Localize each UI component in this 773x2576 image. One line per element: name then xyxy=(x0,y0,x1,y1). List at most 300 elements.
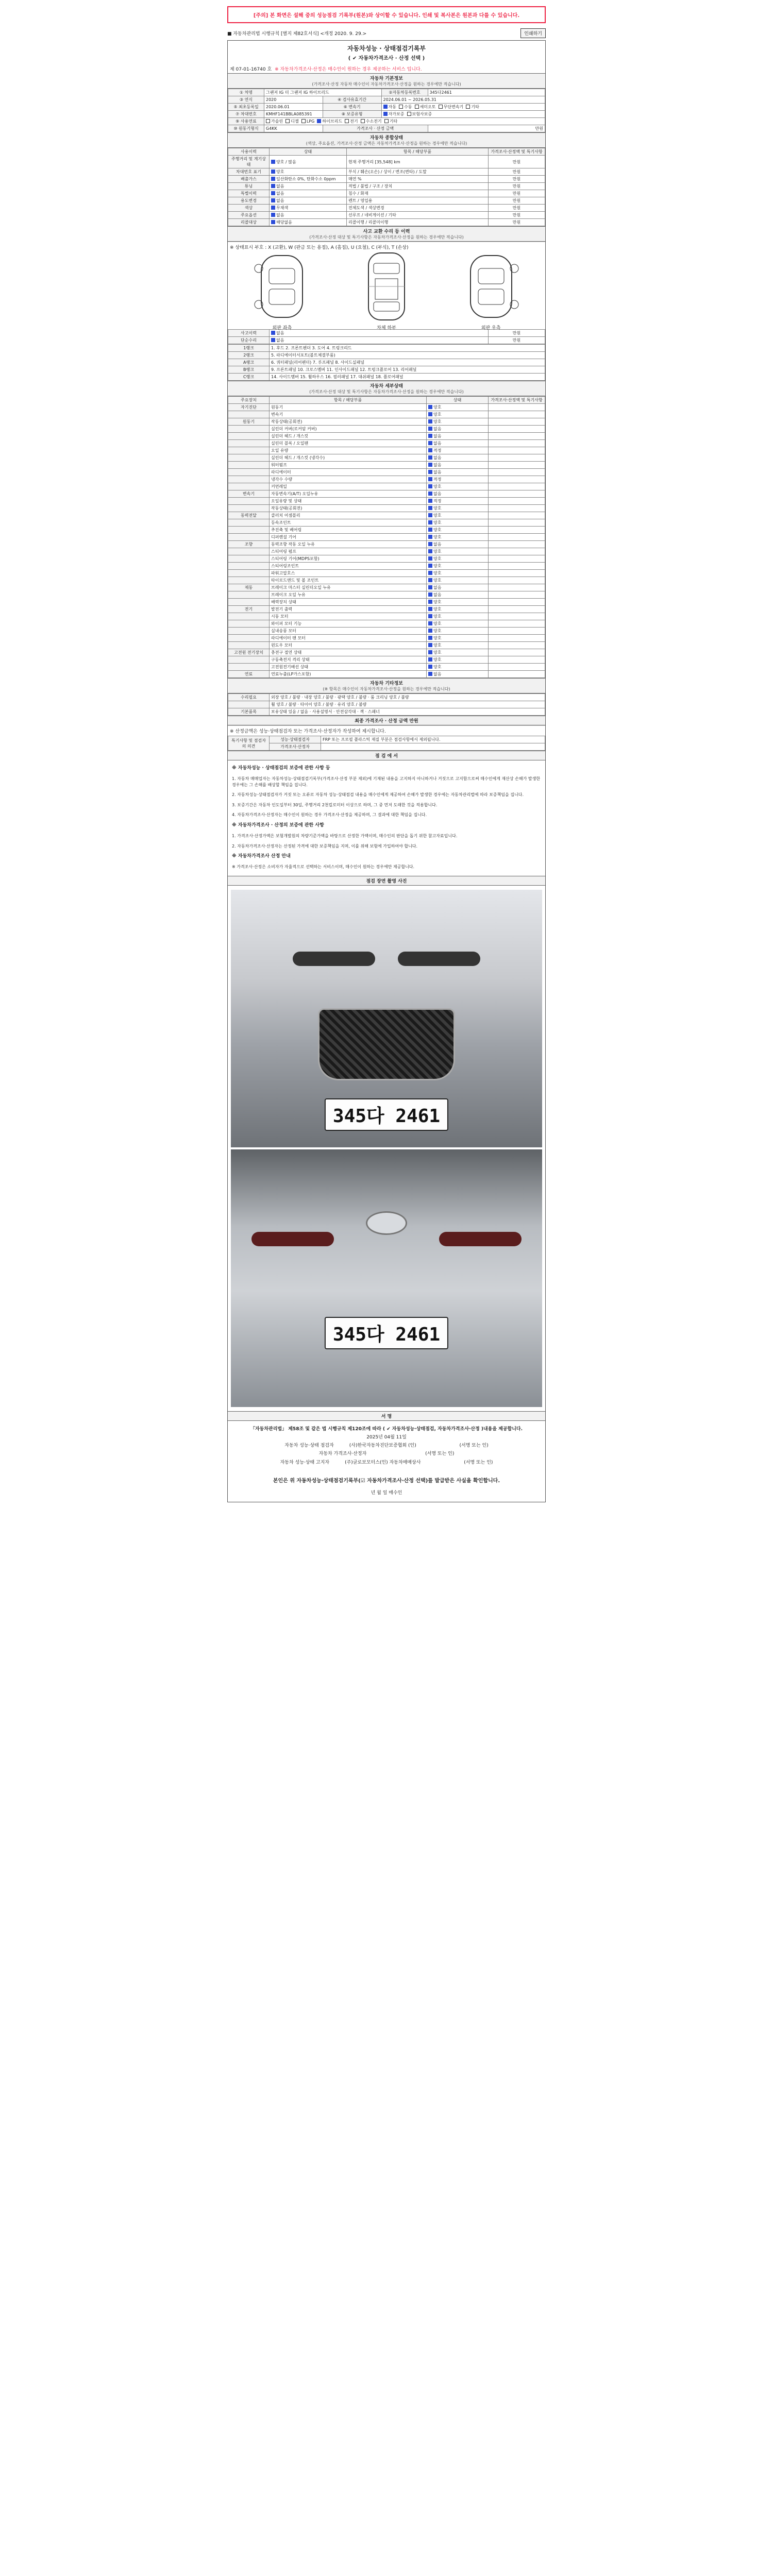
detail-state xyxy=(427,563,489,570)
table-row xyxy=(228,337,545,344)
detail-item: 등속조인트 xyxy=(270,519,427,527)
checkbox-icon[interactable] xyxy=(428,564,432,568)
document-page xyxy=(227,6,546,1502)
checkbox-icon[interactable] xyxy=(428,549,432,553)
checkbox-icon[interactable] xyxy=(428,405,432,409)
checkbox-icon[interactable] xyxy=(407,112,411,116)
checkbox-icon[interactable] xyxy=(271,184,275,188)
detail-state xyxy=(427,490,489,498)
detail-state xyxy=(427,649,489,656)
sign-role: 자동차 가격조사·산정자 xyxy=(318,1451,367,1457)
diagram-label: 외판 좌측 xyxy=(272,326,292,331)
year-label: ③ 연식 xyxy=(228,96,264,104)
sign-field[interactable]: (서명 또는 인) xyxy=(464,1460,493,1465)
accident-legend: ※ 상태표시 부호 : X (교환), W (판금 또는 용접), A (흠집), U (요철), C (부식), T (손상) xyxy=(228,242,545,252)
table-row xyxy=(228,628,545,635)
detail-state xyxy=(427,599,489,606)
detail-item: 스티어링 기어(MDPS포함) xyxy=(270,555,427,563)
checkbox-icon[interactable] xyxy=(428,665,432,669)
sign-row xyxy=(230,1450,543,1458)
guide-paragraph: 2. 자동차성능·상태점검자가 거짓 또는 오류로 자동차 성능·상태점검 내용을 매수인에게 제공하여 손해가 발생한 경우에는 자동차관리법에 따라 보증책임을 집니다. xyxy=(232,792,524,798)
checkbox-icon[interactable] xyxy=(428,463,432,467)
detail-note xyxy=(489,541,545,548)
column-header: 가격조사·산정액 및 특기사항 xyxy=(489,148,545,156)
checkbox-icon[interactable] xyxy=(428,571,432,575)
taillamp-right xyxy=(439,1232,522,1246)
row-detail: 침수 / 화재 xyxy=(347,190,489,197)
detail-state xyxy=(427,541,489,548)
license-plate: 345다 2461 xyxy=(325,1098,448,1131)
table-row xyxy=(228,490,545,498)
checkbox-icon[interactable] xyxy=(271,331,275,335)
fuel-option: 전기 xyxy=(350,119,358,124)
checkbox-icon[interactable] xyxy=(345,119,349,123)
detail-group xyxy=(228,534,270,541)
table-row xyxy=(228,404,545,411)
frame-items: 5. 라디에이터서포트(볼트체결부품) xyxy=(270,352,545,359)
row-note: 만원 xyxy=(489,183,545,190)
detail-note xyxy=(489,570,545,577)
checkbox-icon[interactable] xyxy=(428,636,432,640)
detail-state xyxy=(427,476,489,483)
detail-item: 라디에이터 xyxy=(270,469,427,476)
checkbox-icon[interactable] xyxy=(271,160,275,164)
row-detail: 전체도색 / 색상변경 xyxy=(347,205,489,212)
checkbox-icon[interactable] xyxy=(266,119,270,123)
print-button[interactable]: 인쇄하기 xyxy=(520,28,546,38)
checkbox-icon[interactable] xyxy=(428,470,432,474)
detail-note xyxy=(489,433,545,440)
checkbox-icon[interactable] xyxy=(428,455,432,460)
detail-group: 고전원 전기장치 xyxy=(228,649,270,656)
detail-state-text: 양호 xyxy=(433,520,442,525)
detail-state xyxy=(427,519,489,527)
table-row xyxy=(228,512,545,519)
detail-note xyxy=(489,628,545,635)
transmission-option: 기타 xyxy=(471,105,479,109)
transmission-option: 수동 xyxy=(404,105,412,109)
detail-group xyxy=(228,519,270,527)
row-value xyxy=(270,156,347,168)
sign-role: 자동차 성능·상태 고지자 xyxy=(280,1460,330,1465)
checkbox-icon[interactable] xyxy=(428,629,432,633)
frame-rank: B랭크 xyxy=(228,366,270,374)
detail-state-text: 양호 xyxy=(433,412,442,417)
table-row xyxy=(228,426,545,433)
detail-item: 배력장치 상태 xyxy=(270,599,427,606)
price-unit: 만원 xyxy=(409,719,418,724)
guide-paragraph: 4. 자동차가격조사·산정자는 매수인이 원하는 경우 가격조사·산정을 제공하며, 그 결과에 대한 책임을 집니다. xyxy=(232,812,427,818)
detail-item: 시동 모터 xyxy=(270,613,427,620)
row-value xyxy=(270,212,347,219)
detail-note xyxy=(489,671,545,678)
table-row xyxy=(228,563,545,570)
checkbox-icon[interactable] xyxy=(428,441,432,445)
table-row xyxy=(228,352,545,359)
row-note: 만원 xyxy=(489,219,545,226)
detail-note xyxy=(489,490,545,498)
checkbox-icon[interactable] xyxy=(428,535,432,539)
special-row-text xyxy=(321,743,545,751)
detail-note xyxy=(489,642,545,649)
detail-note xyxy=(489,664,545,671)
detail-item: 실린더 헤드 / 개스킷 xyxy=(270,433,427,440)
sign-role: 자동차 성능·상태 점검자 xyxy=(284,1443,334,1449)
warning-notice: [주의] 본 화면은 설해 중의 성능점검 기록부(원본)와 상이할 수 있습니다. 인쇄 및 복사본은 원본과 다를 수 있습니다. xyxy=(227,6,546,23)
checkbox-icon[interactable] xyxy=(383,112,388,116)
special-row-label: 성능·상태점검자 xyxy=(270,736,321,743)
table-row xyxy=(228,219,545,226)
table-row xyxy=(228,469,545,476)
checkbox-icon[interactable] xyxy=(428,477,432,481)
car-side-left-icon xyxy=(251,250,313,323)
detail-state xyxy=(427,613,489,620)
transmission-option: 세미오토 xyxy=(419,105,436,109)
row-value xyxy=(270,219,347,226)
checkbox-icon[interactable] xyxy=(428,556,432,561)
table-row xyxy=(228,433,545,440)
detail-state-text: 양호 xyxy=(433,621,442,626)
checkbox-icon[interactable] xyxy=(428,621,432,625)
etc-group xyxy=(228,701,270,708)
detail-group xyxy=(228,483,270,490)
detail-state-text: 양호 xyxy=(433,650,442,655)
checkbox-icon[interactable] xyxy=(271,206,275,210)
table-row xyxy=(228,411,545,418)
warranty-option: 보험사보증 xyxy=(412,112,432,116)
detail-item: 스티어링조인트 xyxy=(270,563,427,570)
detail-note xyxy=(489,418,545,426)
checkbox-icon[interactable] xyxy=(428,412,432,416)
detail-item: 변속기 xyxy=(270,411,427,418)
row-label: 튜닝 xyxy=(228,183,270,190)
detail-item: 동력조향 작동 오일 누유 xyxy=(270,541,427,548)
checkbox-icon[interactable] xyxy=(428,513,432,517)
car-top-icon xyxy=(356,250,417,323)
table-row xyxy=(228,584,545,591)
detail-state-text: 없음 xyxy=(433,542,442,547)
detail-section-header xyxy=(228,381,545,396)
checkbox-icon[interactable] xyxy=(428,657,432,662)
vin-label: ⑦ 차대번호 xyxy=(228,111,264,118)
detail-state xyxy=(427,570,489,577)
row-value xyxy=(270,205,347,212)
fuel-option: 기타 xyxy=(389,119,398,124)
vin: KMHF141BBLA085391 xyxy=(264,111,323,118)
checkbox-icon[interactable] xyxy=(428,600,432,604)
table-row xyxy=(228,527,545,534)
etc-section-header xyxy=(228,678,545,693)
guide-paragraph: 1. 자동차 매매업자는 자동차성능·상태점검기록부(가격조사·산정 부분 제외)에 기재된 내용을 고지하지 아니하거나 거짓으로 고지함으로써 매수인에게 재산상 손해가 발생한 경우에는 그 손해를 배상할 책임을 집니다. xyxy=(232,776,541,787)
sign-field[interactable]: (서명 또는 인) xyxy=(459,1443,489,1449)
table-row xyxy=(228,483,545,490)
checkbox-icon[interactable] xyxy=(428,592,432,597)
section-title: 자동차 종합상태 xyxy=(370,135,403,141)
etc-items: 휠 양호 / 불량 · 타이어 양호 / 불량 · 유리 양호 / 불량 xyxy=(270,701,545,708)
photo-gallery xyxy=(228,886,545,1411)
row-value-text: 없음 xyxy=(276,191,284,196)
accident-section-header xyxy=(228,226,545,242)
checkbox-icon[interactable] xyxy=(428,484,432,488)
detail-state-text: 양호 xyxy=(433,549,442,554)
checkbox-icon[interactable] xyxy=(428,607,432,611)
detail-item: 원동기 xyxy=(270,404,427,411)
checkbox-icon[interactable] xyxy=(383,105,388,109)
detail-group: 연료 xyxy=(228,671,270,678)
table-row xyxy=(228,701,545,708)
detail-group xyxy=(228,620,270,628)
checkbox-icon[interactable] xyxy=(428,492,432,496)
row-value-text: 없음 xyxy=(276,213,284,217)
fuel-option: 가솔린 xyxy=(271,119,283,124)
year: 2020 xyxy=(264,96,323,104)
detail-state-text: 적정 xyxy=(433,499,442,503)
special-label: 특기사항 및 점검자의 의견 xyxy=(228,736,270,751)
sign-row xyxy=(230,1459,543,1467)
detail-state-text: 양호 xyxy=(433,484,442,489)
sign-field[interactable]: (서명 또는 인) xyxy=(425,1451,455,1457)
detail-group xyxy=(228,447,270,454)
row-note: 만원 xyxy=(489,330,545,337)
frame-rank: A랭크 xyxy=(228,359,270,366)
detail-state xyxy=(427,426,489,433)
fuel-option: 수소전기 xyxy=(365,119,382,124)
detail-state xyxy=(427,555,489,563)
detail-note xyxy=(489,447,545,454)
row-label: 리콜대상 xyxy=(228,219,270,226)
etc-group: 수리필요 xyxy=(228,694,270,701)
row-value-text: 양호 xyxy=(276,170,284,174)
detail-group xyxy=(228,476,270,483)
accident-table xyxy=(228,329,545,344)
detail-item: 발전기 출력 xyxy=(270,606,427,613)
checkbox-icon[interactable] xyxy=(384,119,389,123)
row-note: 만원 xyxy=(489,156,545,168)
row-note: 만원 xyxy=(489,197,545,205)
table-row xyxy=(228,606,545,613)
table-row xyxy=(228,462,545,469)
checkbox-icon[interactable] xyxy=(428,419,432,423)
grille xyxy=(318,1008,455,1080)
detail-state-text: 없음 xyxy=(433,455,442,460)
detail-group xyxy=(228,411,270,418)
checkbox-icon[interactable] xyxy=(271,177,275,181)
detail-group xyxy=(228,642,270,649)
detail-item: 오일 유량 xyxy=(270,447,427,454)
fuel-options xyxy=(264,118,545,125)
table-row xyxy=(228,183,545,190)
row-label: 주요옵션 xyxy=(228,212,270,219)
row-label: 특별이력 xyxy=(228,190,270,197)
row-label: 사고이력 xyxy=(228,330,270,337)
etc-group: 기본품목 xyxy=(228,708,270,716)
detail-note xyxy=(489,411,545,418)
detail-group xyxy=(228,498,270,505)
fuel-label: ⑨ 사용연료 xyxy=(228,118,264,125)
doc-meta xyxy=(227,28,546,38)
checkbox-icon[interactable] xyxy=(428,499,432,503)
checkbox-icon[interactable] xyxy=(428,506,432,510)
row-value xyxy=(270,337,489,344)
detail-state-text: 양호 xyxy=(433,607,442,612)
detail-state xyxy=(427,534,489,541)
special-row-text: FRP 또는 프로필 플라스틱 재질 부분은 점검사항에서 제외됩니다. xyxy=(321,736,545,743)
detail-group: 자기진단 xyxy=(228,404,270,411)
detail-note xyxy=(489,519,545,527)
detail-item: 라디에이터 팬 모터 xyxy=(270,635,427,642)
checkbox-icon[interactable] xyxy=(428,614,432,618)
detail-state xyxy=(427,440,489,447)
status-table xyxy=(228,148,545,226)
checkbox-icon[interactable] xyxy=(317,119,321,123)
detail-state xyxy=(427,591,489,599)
checkbox-icon[interactable] xyxy=(271,213,275,217)
checkbox-icon[interactable] xyxy=(271,198,275,202)
row-value-text: 무채색 xyxy=(276,206,289,210)
frame-items: 14. 사이드멤버 15. 휠하우스 16. 필러패널 17. 대쉬패널 18. 플로어패널 xyxy=(270,374,545,381)
transmission-option: 무단변속기 xyxy=(443,105,464,109)
frame-rank: C랭크 xyxy=(228,374,270,381)
detail-state xyxy=(427,606,489,613)
checkbox-icon[interactable] xyxy=(439,105,443,109)
row-value xyxy=(270,197,347,205)
sign-date: 2025년 04월 11일 xyxy=(366,1435,407,1440)
checkbox-icon[interactable] xyxy=(428,672,432,676)
checkbox-icon[interactable] xyxy=(428,520,432,524)
diagram-center xyxy=(356,250,417,331)
checkbox-icon[interactable] xyxy=(415,105,419,109)
detail-group xyxy=(228,454,270,462)
detail-group xyxy=(228,469,270,476)
section-note: (색상, 주요옵션, 가격조사·산정 금액은 자동차가격조사·산정을 원하는 경우에만 적습니다) xyxy=(306,141,467,146)
row-detail: 매연 % xyxy=(347,176,489,183)
checkbox-icon[interactable] xyxy=(399,105,403,109)
row-note: 만원 xyxy=(489,205,545,212)
taillamp-left xyxy=(251,1232,334,1246)
detail-state-text: 양호 xyxy=(433,513,442,518)
checkbox-icon[interactable] xyxy=(428,650,432,654)
checkbox-icon[interactable] xyxy=(271,170,275,174)
table-row xyxy=(228,366,545,374)
checkbox-icon[interactable] xyxy=(271,220,275,224)
checkbox-icon[interactable] xyxy=(428,585,432,589)
row-note: 만원 xyxy=(489,176,545,183)
detail-state-text: 양호 xyxy=(433,657,442,662)
row-note: 만원 xyxy=(489,212,545,219)
sign-text: 「자동차관리법」 제58조 및 같은 법 시행규칙 제120조에 따라 ( ✔ 자동차성능·상태점검, 자동차가격조사·산정 )내용을 제공합니다. xyxy=(250,1426,523,1432)
detail-group xyxy=(228,433,270,440)
etc-table xyxy=(228,693,545,716)
checkbox-icon[interactable] xyxy=(428,434,432,438)
section-note: (가격조사·산정 대상 및 특기사항은 자동차가격조사·산정을 원하는 경우에만 적습니다) xyxy=(309,389,464,394)
checkbox-icon[interactable] xyxy=(428,578,432,582)
special-row-label: 가격조사·산정자 xyxy=(270,743,321,751)
footer-note: 점 검 에 서 xyxy=(228,751,545,760)
frame-rank: 2랭크 xyxy=(228,352,270,359)
detail-group: 원동기 xyxy=(228,418,270,426)
closing-date: 년 월 일 매수인 xyxy=(371,1490,402,1496)
detail-state xyxy=(427,584,489,591)
checkbox-icon[interactable] xyxy=(428,542,432,546)
detail-note xyxy=(489,555,545,563)
doc-subtitle: ( ✔ 자동차가격조사 · 산정 선택 ) xyxy=(348,56,425,61)
guide-paragraph: 1. 가격조사·산정가액은 보험개발원의 차량기준가액을 바탕으로 산정한 가액이며, 매수인의 판단을 돕기 위한 참고자료입니다. xyxy=(232,834,458,839)
checkbox-icon[interactable] xyxy=(271,191,275,195)
signature-block xyxy=(228,1421,545,1471)
basic-info-table xyxy=(228,89,545,132)
detail-item: 고전원전기배선 상태 xyxy=(270,664,427,671)
detail-note xyxy=(489,454,545,462)
warranty-options xyxy=(381,111,545,118)
detail-note xyxy=(489,563,545,570)
detail-item: 클러치 어셈블리 xyxy=(270,512,427,519)
detail-item: 연료누출(LP가스포함) xyxy=(270,671,427,678)
detail-group xyxy=(228,462,270,469)
detail-state-text: 없음 xyxy=(433,441,442,446)
first-reg: 2020.06.01 xyxy=(264,104,323,111)
checkbox-icon[interactable] xyxy=(361,119,365,123)
table-row xyxy=(228,664,545,671)
table-row xyxy=(228,168,545,176)
detail-item: 작동상태(공회전) xyxy=(270,418,427,426)
detail-state-text: 양호 xyxy=(433,556,442,561)
checkbox-icon[interactable] xyxy=(301,119,306,123)
detail-note xyxy=(489,613,545,620)
row-note: 만원 xyxy=(489,168,545,176)
checkbox-icon[interactable] xyxy=(428,427,432,431)
checkbox-icon[interactable] xyxy=(271,338,275,342)
detail-group xyxy=(228,664,270,671)
sign-name: (주)글로보모터스(인) 자동차매매상사 xyxy=(345,1460,421,1465)
detail-group xyxy=(228,505,270,512)
detail-note xyxy=(489,584,545,591)
table-row xyxy=(228,555,545,563)
section-title: 최종 가격조사 · 산정 금액 xyxy=(355,719,408,724)
guide-paragraph: ※ 가격조사·산정은 소비자가 자율적으로 선택하는 서비스이며, 매수인이 원하는 경우에만 제공합니다. xyxy=(232,865,415,870)
detail-state xyxy=(427,411,489,418)
section-note: (가격조사·산정 자동차 매수인이 자동차가격조사·산정을 원하는 경우에만 적습니다) xyxy=(312,82,461,87)
detail-state xyxy=(427,577,489,584)
checkbox-icon[interactable] xyxy=(428,643,432,647)
checkbox-icon[interactable] xyxy=(285,119,290,123)
detail-note xyxy=(489,527,545,534)
frame-items: 1. 후드 2. 프론트펜더 3. 도어 4. 트렁크리드 xyxy=(270,345,545,352)
detail-state-text: 없음 xyxy=(433,427,442,431)
checkbox-icon[interactable] xyxy=(466,105,470,109)
table-row xyxy=(228,541,545,548)
price-label: 가격조사 · 산정 금액 xyxy=(323,125,428,132)
detail-item: 충전구 절연 상태 xyxy=(270,649,427,656)
valid-label: ④ 검사유효기간 xyxy=(323,96,381,104)
checkbox-icon[interactable] xyxy=(428,528,432,532)
transmission-option: 자동 xyxy=(388,105,396,109)
guide-paragraph: 2. 자동차가격조사·산정자는 산정된 가격에 대한 보증책임을 지며, 이를 위해 보험에 가입하여야 합니다. xyxy=(232,843,418,849)
detail-group xyxy=(228,548,270,555)
detail-state xyxy=(427,469,489,476)
detail-item: 자동변속기(A/T) 오일누유 xyxy=(270,490,427,498)
row-value-text: 없음 xyxy=(276,338,284,343)
frame-items: 6. 쿼터패널(리어펜더) 7. 루프패널 8. 사이드실패널 xyxy=(270,359,545,366)
checkbox-icon[interactable] xyxy=(428,448,432,452)
detail-state xyxy=(427,620,489,628)
detail-item: 브레이크 마스터 실린더오일 누유 xyxy=(270,584,427,591)
table-row xyxy=(228,534,545,541)
doc-title: 자동차성능 · 상태점검기록부 xyxy=(347,45,426,52)
table-row xyxy=(228,176,545,183)
diagram-label: 외판 우측 xyxy=(481,326,501,331)
price-unit: 만원 xyxy=(428,125,545,132)
row-label: 색상 xyxy=(228,205,270,212)
